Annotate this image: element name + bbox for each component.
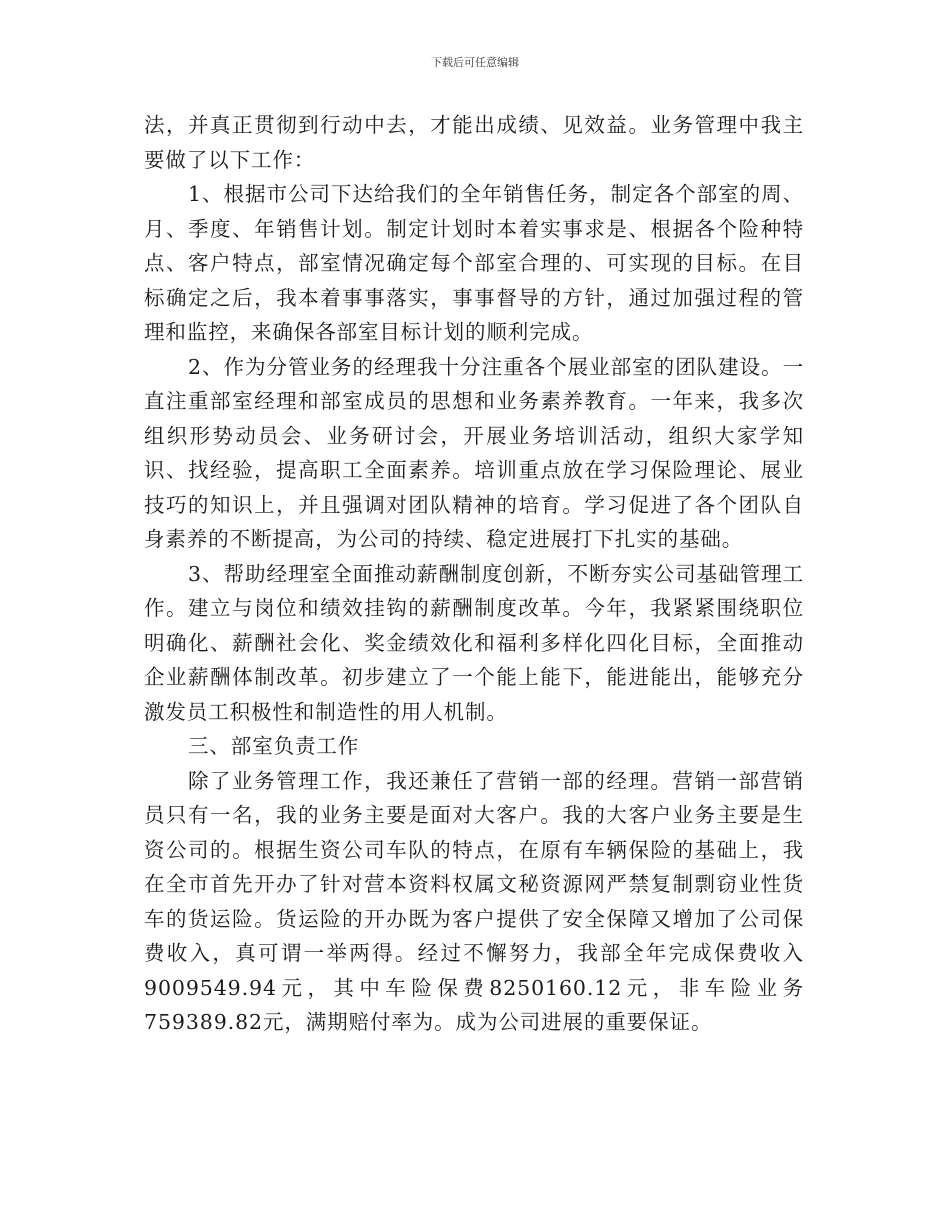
- paragraph-item-2: 2、作为分管业务的经理我十分注重各个展业部室的团队建设。一直注重部室经理和部室成员的思想和业务素养教育。一年来，我多次组织形势动员会、业务研讨会，开展业务培训活动，组织大家学知识、找经验，提高职工全面素养。培训重点放在学习保险理论、展业技巧的知识上，并且强调对团队精神的培育。学习促进了各个团队自身素养的不断提高，为公司的持续、稳定进展打下扎实的基础。: [144, 354, 804, 551]
- section-heading: 三、部室负责工作: [188, 734, 360, 758]
- paragraph-item-3: 3、帮助经理室全面推动薪酬制度创新，不断夯实公司基础管理工作。建立与岗位和绩效挂钩的薪酬制度改革。今年，我紧紧围绕职位明确化、薪酬社会化、奖金绩效化和福利多样化四化目标，全面推动企业薪酬体制改革。初步建立了一个能上能下，能进能出，能够充分激发员工积极性和制造性的用人机制。: [144, 561, 804, 724]
- page-header: 下载后可任意编辑: [431, 56, 519, 69]
- paragraph-item-1: 1、根据市公司下达给我们的全年销售任务，制定各个部室的周、月、季度、年销售计划。制定计划时本着实事求是、根据各个险种特点、客户特点，部室情况确定每个部室合理的、可实现的目标。在目标确定之后，我本着事事落实，事事督导的方针，通过加强过程的管理和监控，来确保各部室目标计划的顺利完成。: [144, 182, 804, 344]
- paragraph-department-work: 除了业务管理工作，我还兼任了营销一部的经理。营销一部营销员只有一名，我的业务主要是面对大客户。我的大客户业务主要是生资公司的。根据生资公司车队的特点，在原有车辆保险的基础上，我在全市首先开办了针对营本资料权属文秘资源网严禁复制剽窃业性货车的货运险。货运险的开办既为客户提供了安全保障又增加了公司保费收入，真可谓一举两得。经过不懈努力，我部全年完成保费收入9009549.94元，其中车险保费8250160.12元，非车险业务759389.82元，满期赔付率为。成为公司进展的重要保证。: [144, 768, 804, 1034]
- document-body: [144, 108, 804, 1040]
- paragraph-continuation: 法，并真正贯彻到行动中去，才能出成绩、见效益。业务管理中我主要做了以下工作：: [144, 113, 804, 172]
